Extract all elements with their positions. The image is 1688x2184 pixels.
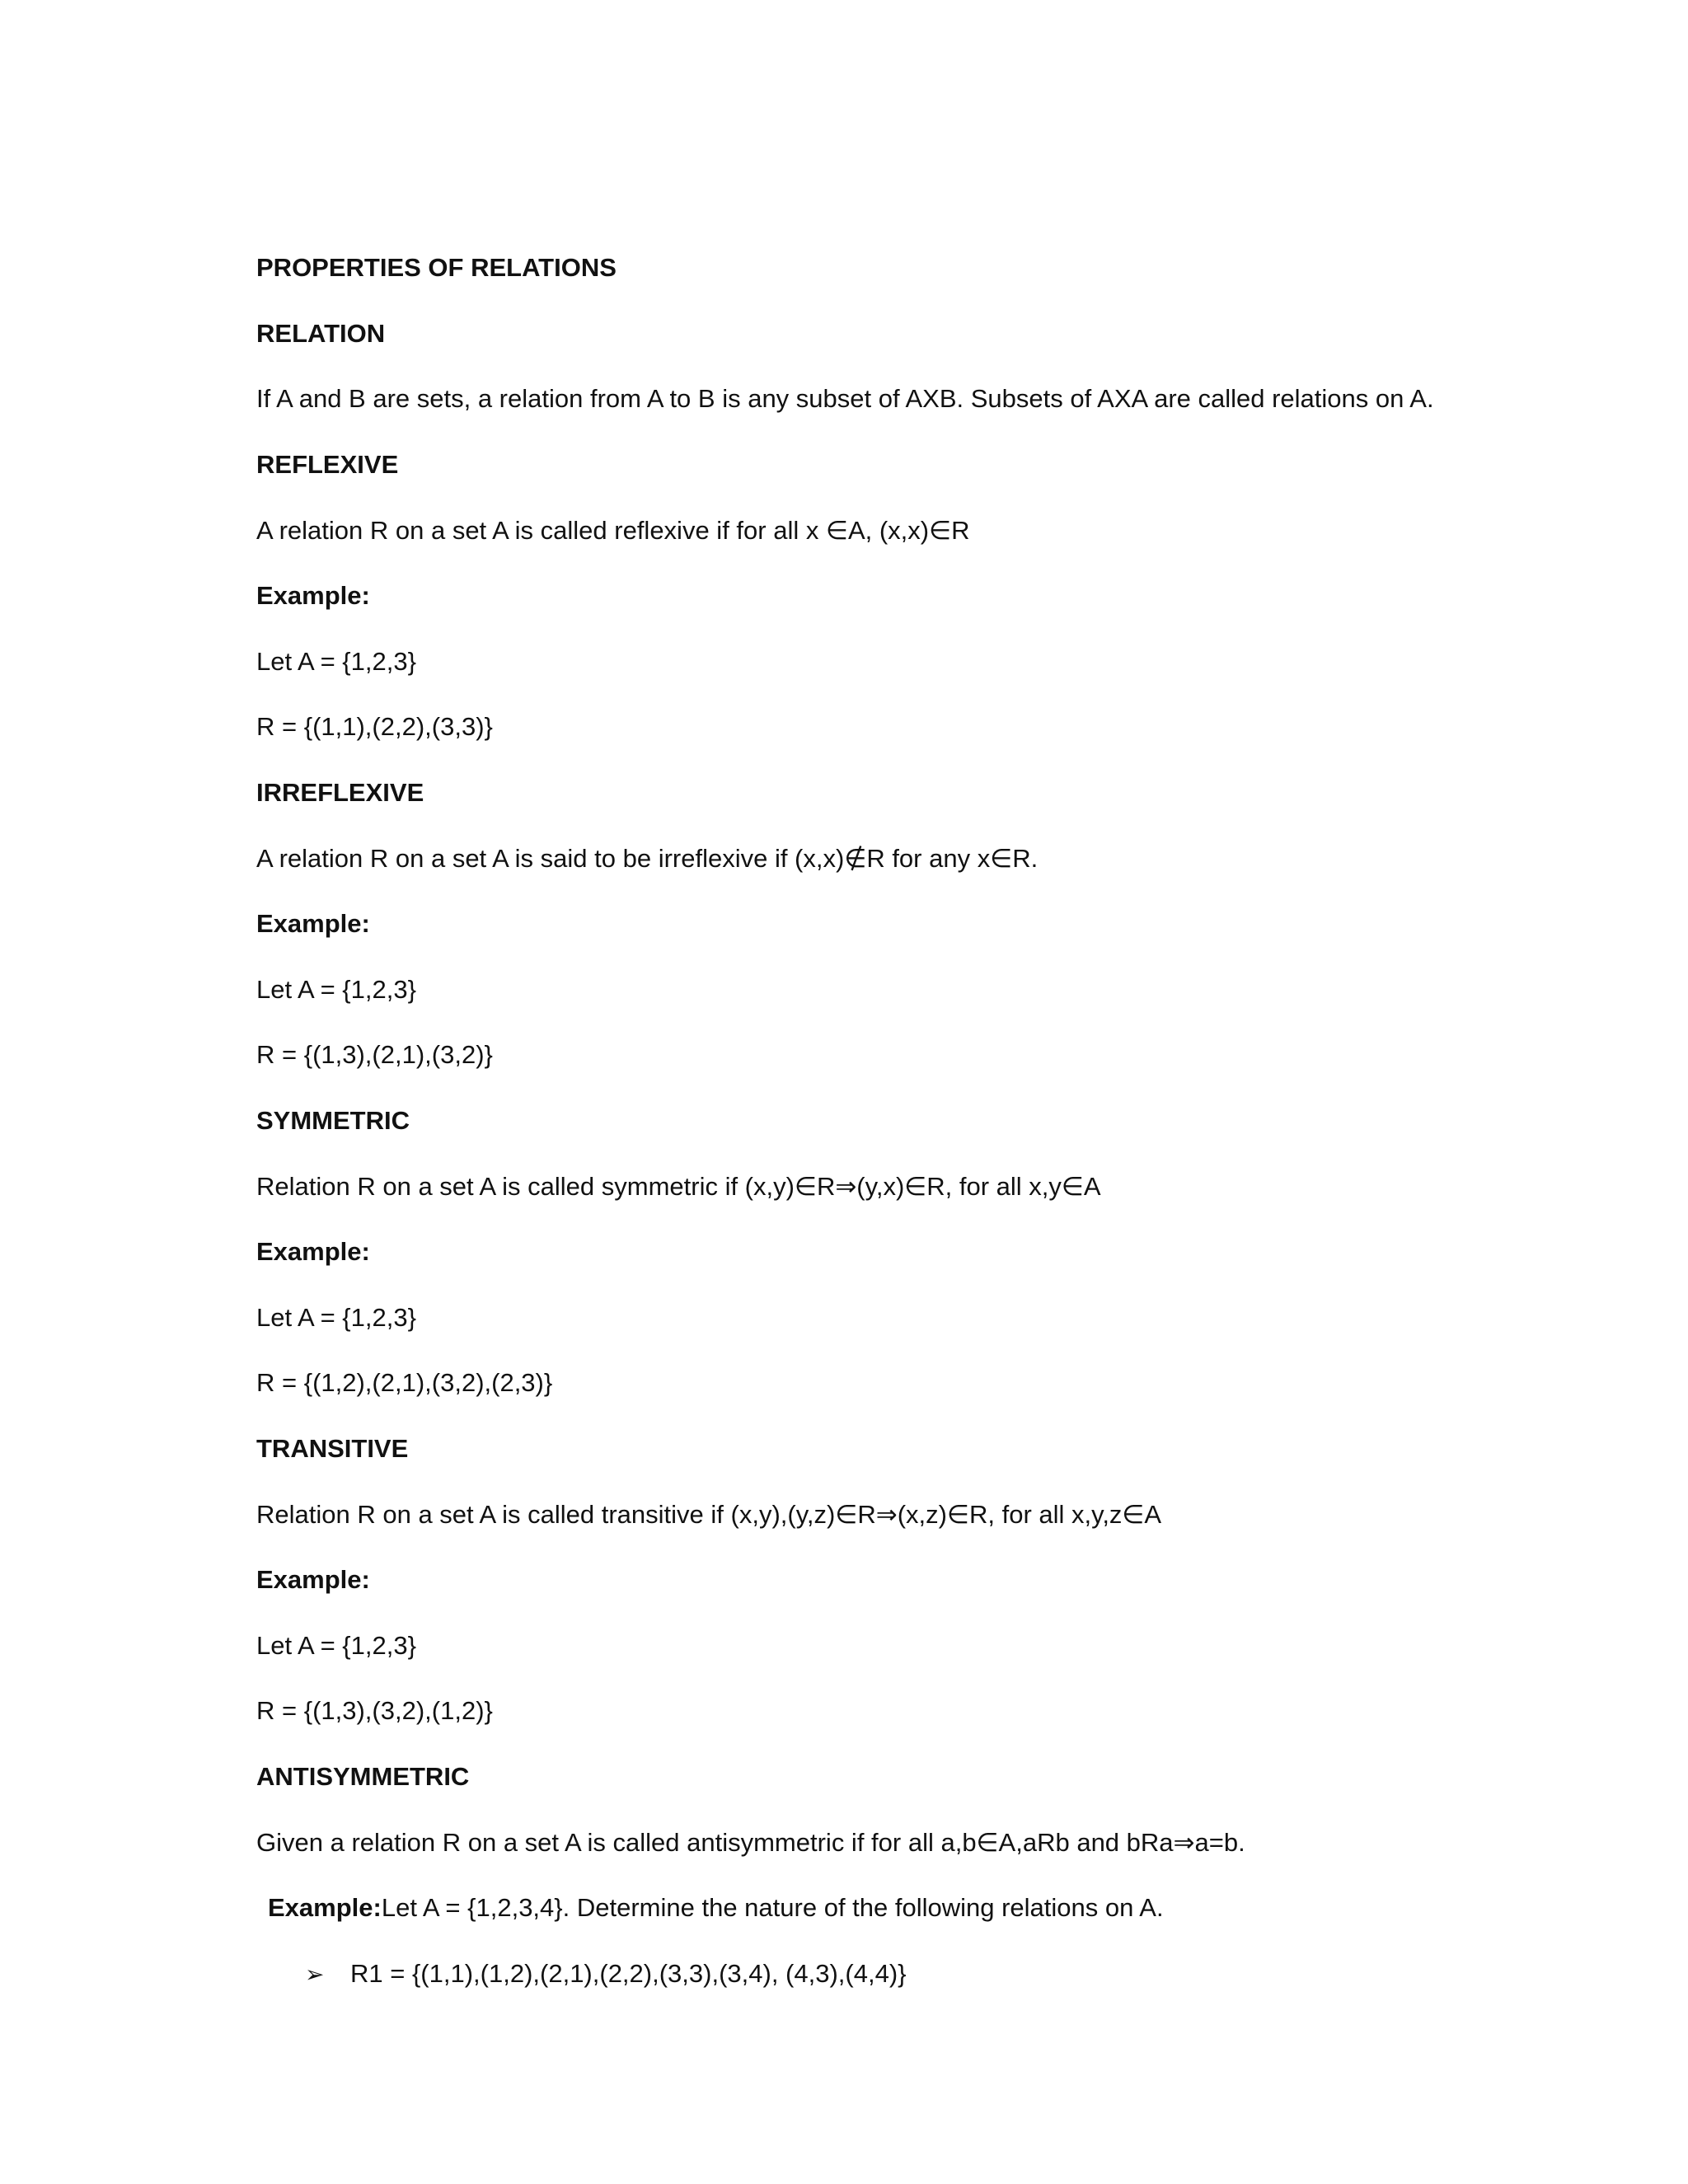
reflexive-example-label: Example: bbox=[256, 581, 370, 610]
reflexive-set-line: Let A = {1,2,3} bbox=[256, 647, 416, 676]
irreflexive-definition: A relation R on a set A is said to be irreflexive if (x,x)∉R for any x∈R. bbox=[256, 844, 1039, 873]
antisymmetric-definition: Given a relation R on a set A is called antisymmetric if for all a,b∈A,aRb and bRa⇒a=b. bbox=[256, 1828, 1245, 1857]
irreflexive-set-line: Let A = {1,2,3} bbox=[256, 975, 416, 1004]
symmetric-example-label: Example: bbox=[256, 1237, 370, 1266]
symmetric-definition: Relation R on a set A is called symmetric if (x,y)∈R⇒(y,x)∈R, for all x,y∈A bbox=[256, 1172, 1101, 1201]
transitive-definition: Relation R on a set A is called transitive if (x,y),(y,z)∈R⇒(x,z)∈R, for all x,y,z∈A bbox=[256, 1500, 1162, 1529]
reflexive-relation-line: R = {(1,1),(2,2),(3,3)} bbox=[256, 712, 493, 741]
heading-irreflexive: IRREFLEXIVE bbox=[256, 778, 424, 807]
reflexive-definition: A relation R on a set A is called reflexive if for all x ∈A, (x,x)∈R bbox=[256, 516, 970, 545]
irreflexive-relation-line: R = {(1,3),(2,1),(3,2)} bbox=[256, 1040, 493, 1069]
antisymmetric-example-line bbox=[268, 1891, 1164, 1924]
heading-relation: RELATION bbox=[256, 319, 386, 348]
document-title: PROPERTIES OF RELATIONS bbox=[256, 253, 617, 282]
heading-transitive: TRANSITIVE bbox=[256, 1434, 409, 1463]
transitive-relation-line: R = {(1,3),(3,2),(1,2)} bbox=[256, 1696, 493, 1725]
heading-symmetric: SYMMETRIC bbox=[256, 1106, 410, 1135]
antisymmetric-example-text: Let A = {1,2,3,4}. Determine the nature of the following relations on A. bbox=[381, 1893, 1164, 1922]
symmetric-set-line: Let A = {1,2,3} bbox=[256, 1303, 416, 1332]
antisymmetric-example-label: Example: bbox=[268, 1893, 382, 1922]
transitive-example-label: Example: bbox=[256, 1565, 370, 1594]
relation-definition: If A and B are sets, a relation from A to B is any subset of AXB. Subsets of AXA are called relations on A. bbox=[256, 384, 1434, 413]
heading-reflexive: REFLEXIVE bbox=[256, 450, 399, 479]
irreflexive-example-label: Example: bbox=[256, 909, 370, 938]
transitive-set-line: Let A = {1,2,3} bbox=[256, 1631, 416, 1660]
bullet-text: R1 = {(1,1),(1,2),(2,1),(2,2),(3,3),(3,4), (4,3),(4,4)} bbox=[350, 1959, 907, 1988]
list-item bbox=[305, 1957, 907, 1991]
arrowhead-bullet-icon: ➢ bbox=[305, 1961, 325, 1987]
heading-antisymmetric: ANTISYMMETRIC bbox=[256, 1762, 470, 1791]
symmetric-relation-line: R = {(1,2),(2,1),(3,2),(2,3)} bbox=[256, 1368, 553, 1397]
